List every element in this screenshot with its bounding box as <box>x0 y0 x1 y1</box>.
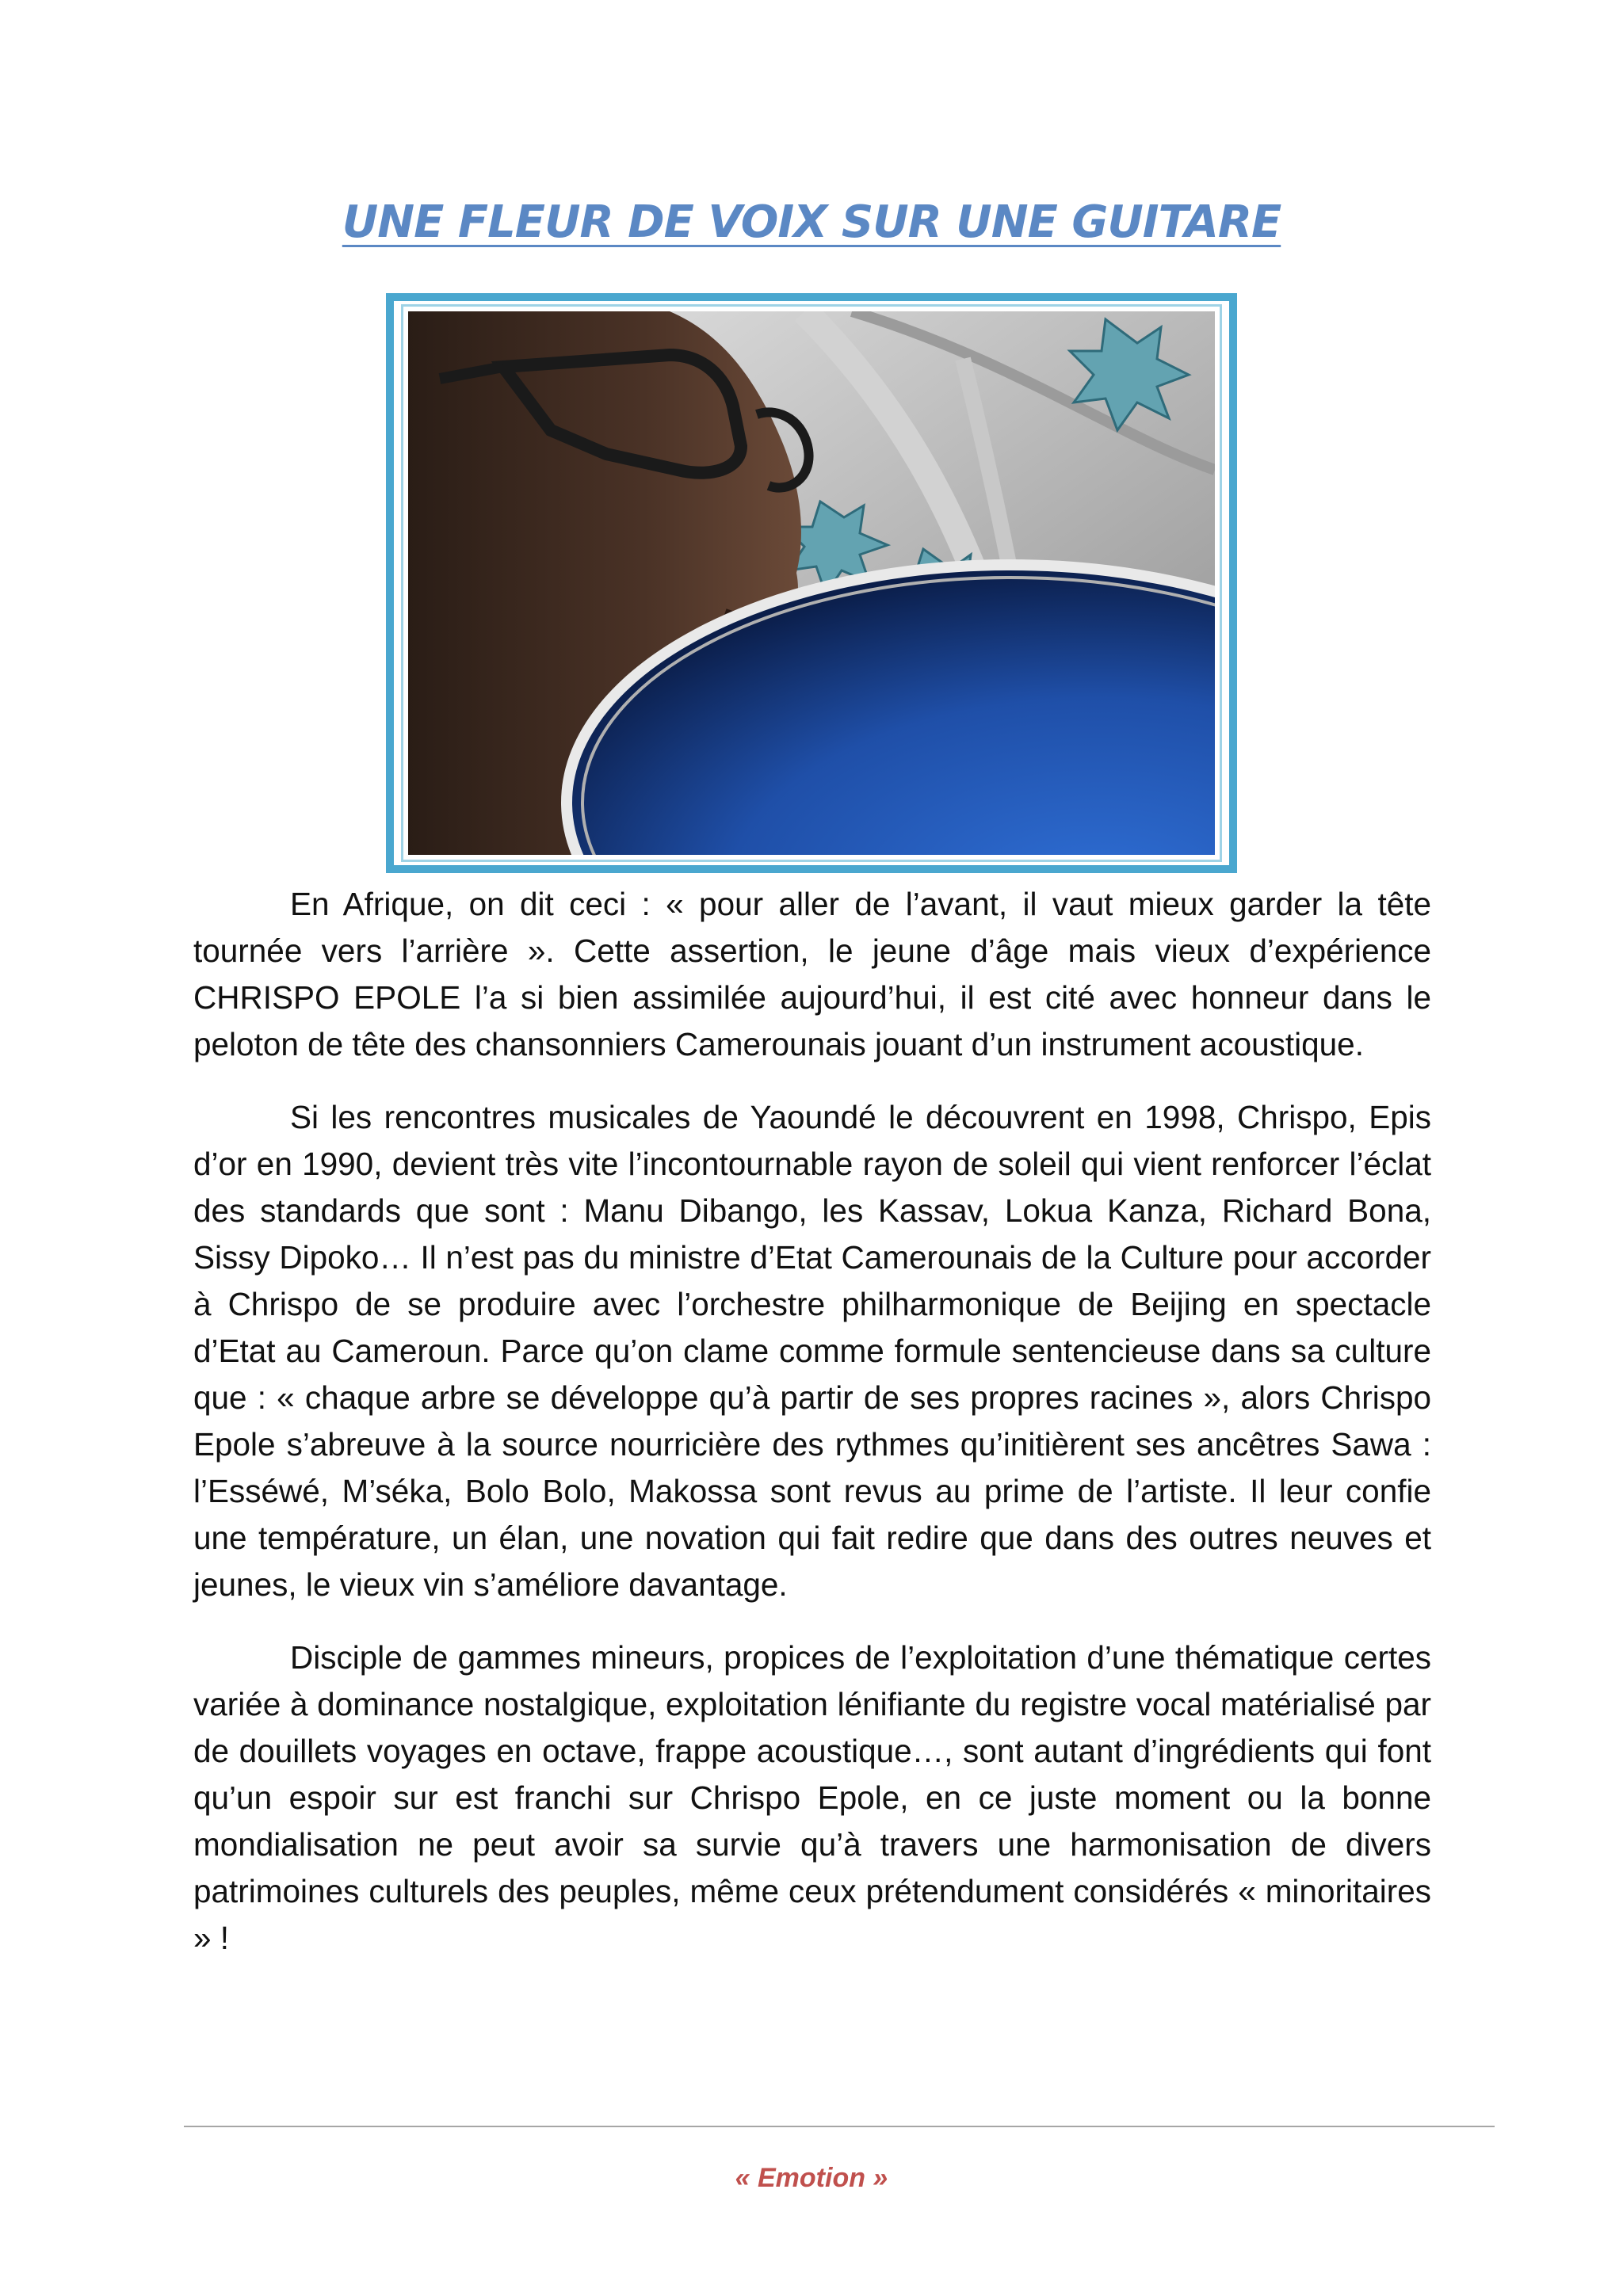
photo-frame <box>386 293 1237 873</box>
paragraph-3: Disciple de gammes mineurs, propices de l’exploitation d’une thématique certes variée à dominance nostalgique, exploitation lénifiante du registre vocal matérialisé par de douillets voyages en octave, frappe acoustique…, sont autant d’ingrédients qui font qu’un espoir sur est franchi sur Chrispo Epole, en ce juste moment ou la bonne mondialisation ne peut avoir sa survie qu’à travers une harmonisation de divers patrimoines culturels des peuples, même ceux prétendument considérés « minoritaires » ! <box>193 1639 1431 1956</box>
footer-divider <box>184 2126 1495 2127</box>
page-title <box>0 196 1623 248</box>
footer-label: « Emotion » <box>735 2163 888 2193</box>
page-title-text: UNE FLEUR DE VOIX SUR UNE GUITARE <box>342 196 1281 248</box>
artist-photo <box>408 311 1215 855</box>
paragraph-2: Si les rencontres musicales de Yaoundé le découvrent en 1998, Chrispo, Epis d’or en 1990, devient très vite l’incontournable rayon de soleil qui vient renforcer l’éclat des standards que sont : Manu Dibango, les Kassav, Lokua Kanza, Richard Bona, Sissy Dipoko… Il n’est pas du ministre d’Etat Camerounais de la Culture pour accorder à Chrispo de se produire avec l’orchestre philharmonique de Beijing en spectacle d’Etat au Cameroun. Parce qu’on clame comme formule sentencieuse dans sa culture que : « chaque arbre se développe qu’à partir de ses propres racines », alors Chrispo Epole s’abreuve à la source nourricière des rythmes qu’initièrent ses ancêtres Sawa : l’Esséwé, M’séka, Bolo Bolo, Makossa sont revus au prime de l’artiste. Il leur confie une température, un élan, une novation qui fait redire que dans des outres neuves et jeunes, le vieux vin s’améliore davantage. <box>193 1099 1431 1603</box>
paragraph-1: En Afrique, on dit ceci : « pour aller de l’avant, il vaut mieux garder la tête tournée vers l’arrière ». Cette assertion, le jeune d’âge mais vieux d’expérience CHRISPO EPOLE l’a si bien assimilée aujourd’hui, il est cité avec honneur dans le peloton de tête des chansonniers Camerounais jouant d’un instrument acoustique. <box>193 886 1431 1062</box>
article-body <box>193 881 1431 1988</box>
